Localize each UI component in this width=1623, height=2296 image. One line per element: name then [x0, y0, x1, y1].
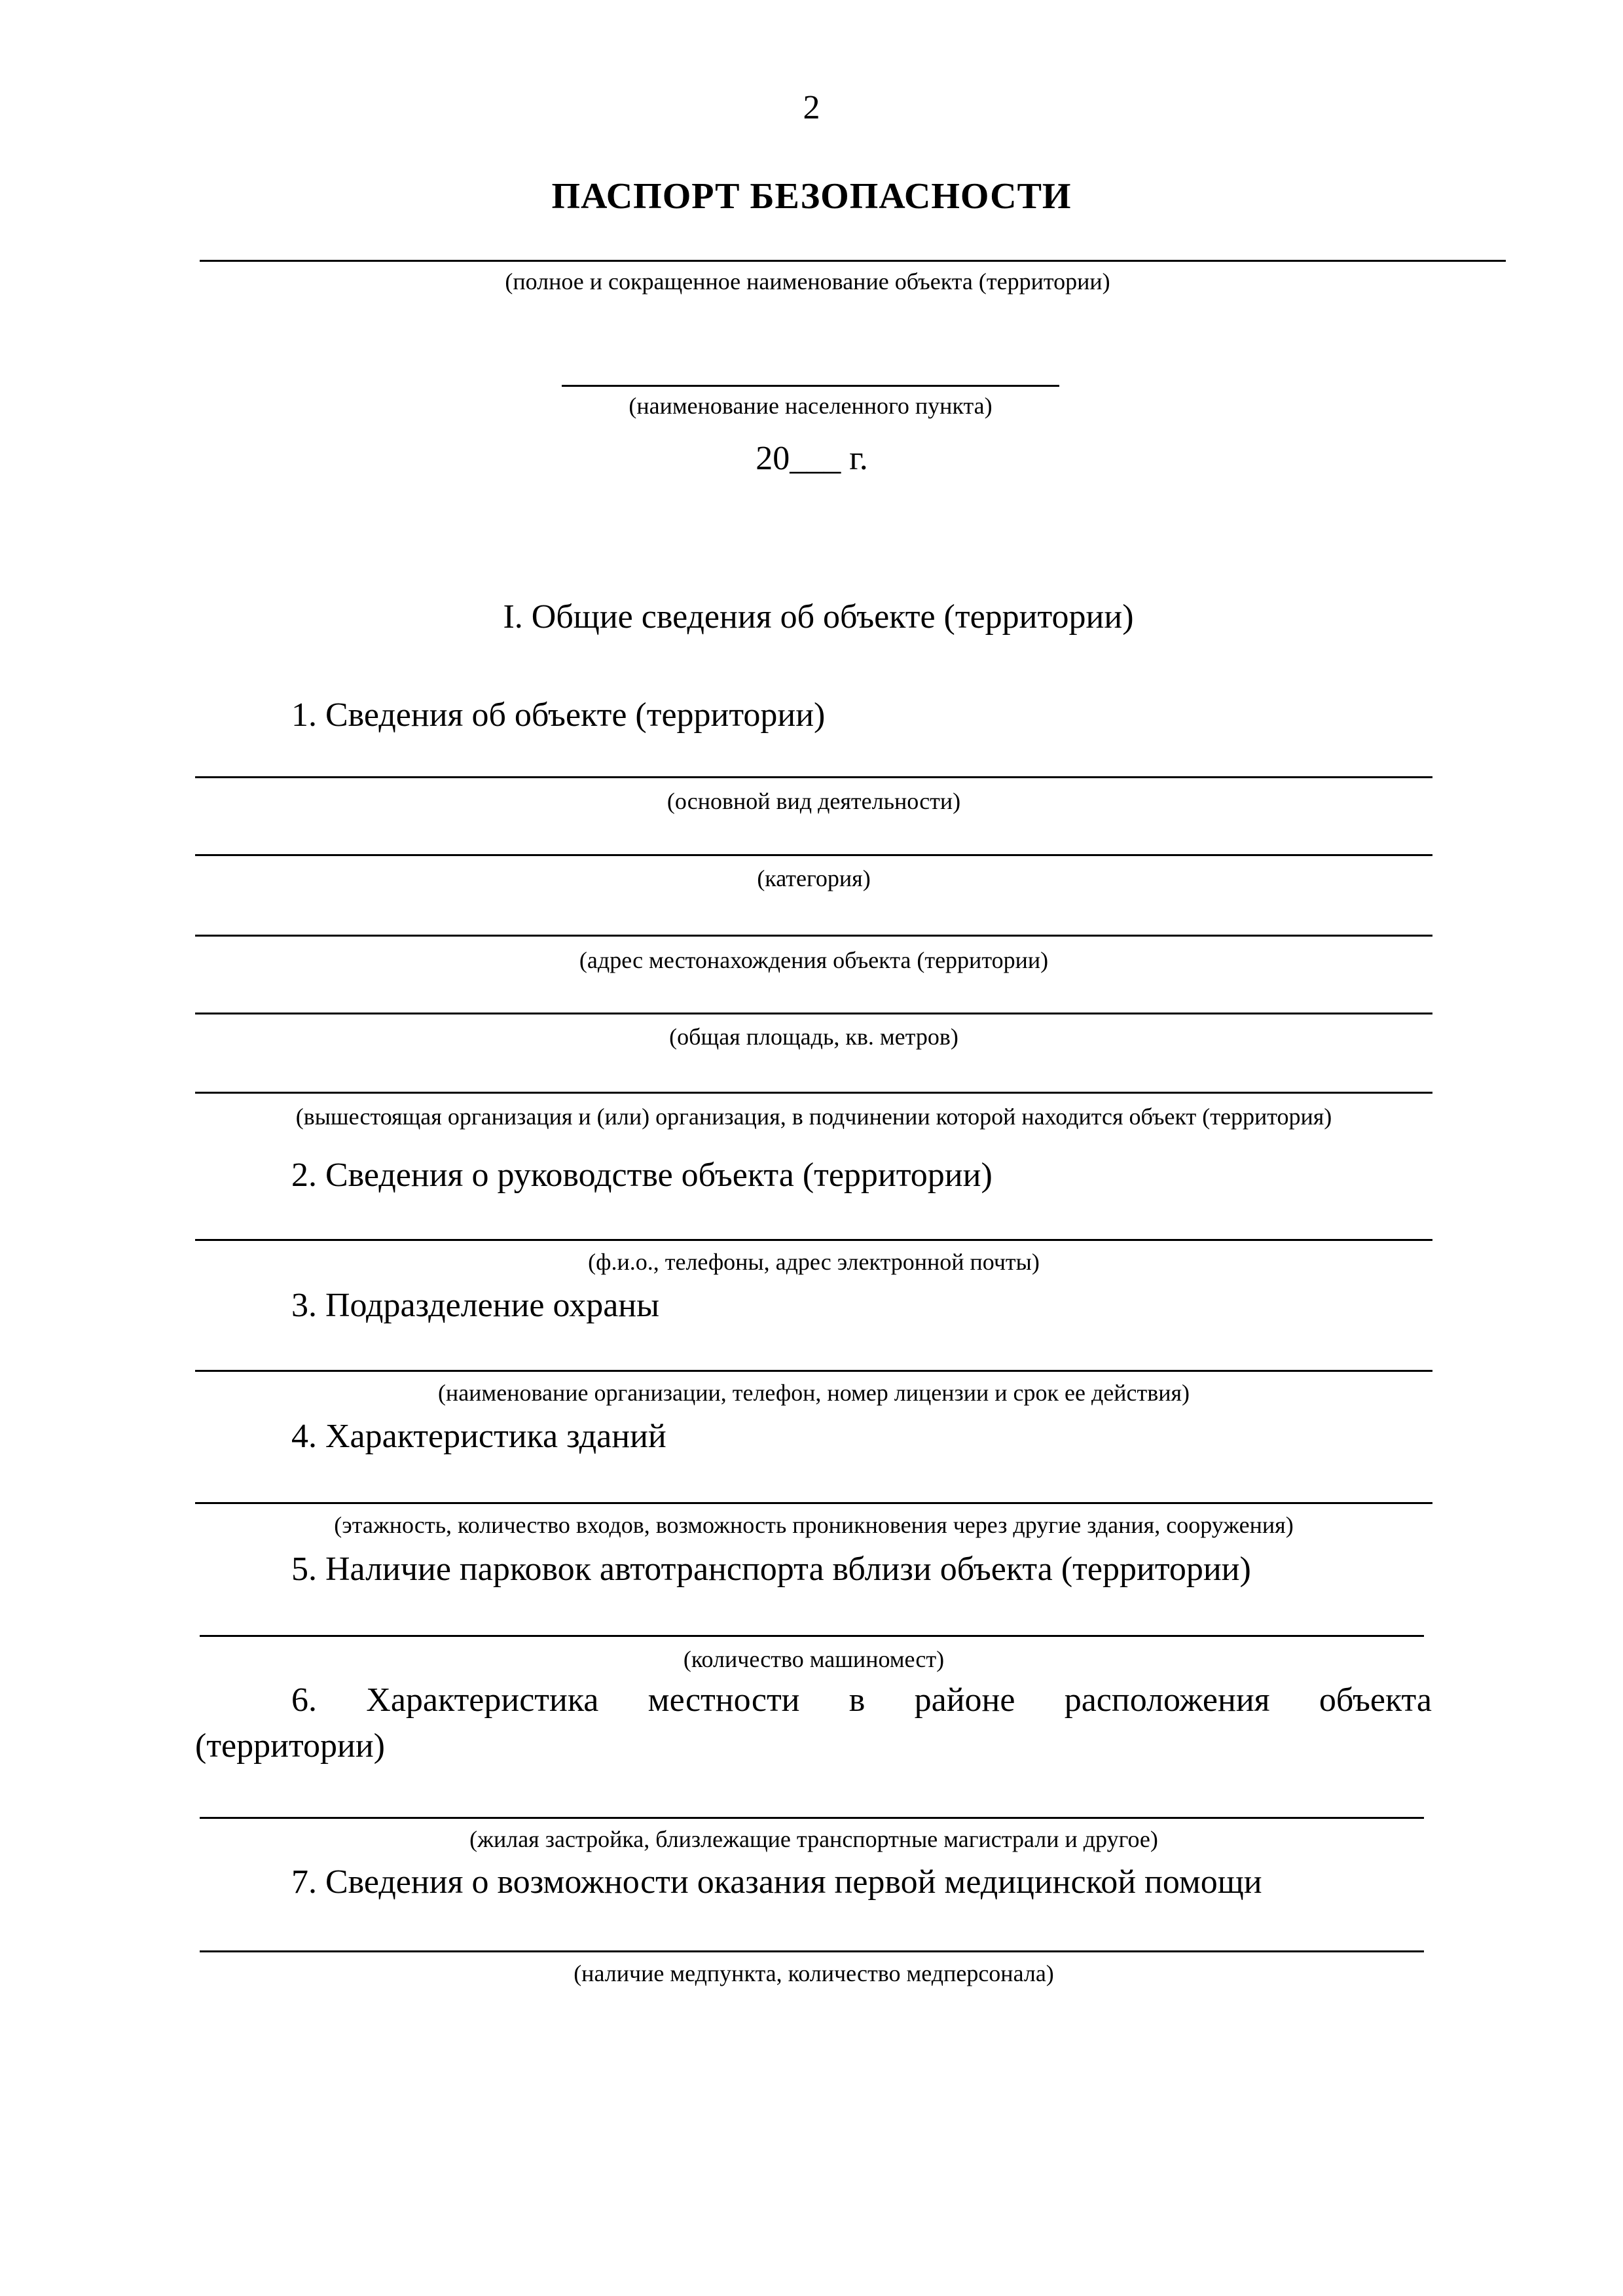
object-name-field[interactable]: [200, 260, 1506, 262]
item-5-heading: 5. Наличие парковок автотранспорта вблизи объекта (территории): [291, 1551, 1251, 1588]
item-7-heading: 7. Сведения о возможности оказания первой медицинской помощи: [291, 1863, 1262, 1901]
parking-caption: (количество машиномест): [683, 1646, 945, 1672]
management-field[interactable]: [195, 1239, 1432, 1241]
item-6-heading: 6. Характеристика местности в районе расположения объекта: [291, 1681, 1432, 1719]
terrain-field[interactable]: [200, 1817, 1424, 1819]
section-title: I. Общие сведения об объекте (территории): [503, 598, 1134, 636]
address-field[interactable]: [195, 935, 1432, 937]
item-2-heading: 2. Сведения о руководстве объекта (территории): [291, 1157, 993, 1194]
medical-field[interactable]: [200, 1950, 1424, 1952]
area-field[interactable]: [195, 1013, 1432, 1014]
item-4-heading: 4. Характеристика зданий: [291, 1418, 666, 1455]
item-6-heading-cont: (территории): [195, 1727, 385, 1765]
area-caption: (общая площадь, кв. метров): [669, 1024, 958, 1050]
item-3-heading: 3. Подразделение охраны: [291, 1287, 660, 1324]
settlement-field[interactable]: [562, 385, 1059, 387]
activity-caption: (основной вид деятельности): [666, 788, 961, 814]
address-caption: (адрес местонахождения объекта (территории): [579, 947, 1049, 973]
category-field[interactable]: [195, 854, 1432, 856]
parent-org-field[interactable]: [195, 1092, 1432, 1094]
security-caption: (наименование организации, телефон, номер лицензии и срок ее действия): [437, 1380, 1190, 1406]
parking-field[interactable]: [200, 1635, 1424, 1637]
item-1-heading: 1. Сведения об объекте (территории): [291, 696, 826, 734]
parent-org-caption: (вышестоящая организация и (или) организация, в подчинении которой находится объект (территория): [295, 1103, 1332, 1130]
security-field[interactable]: [195, 1370, 1432, 1372]
buildings-caption: (этажность, количество входов, возможность проникновения через другие здания, сооружения): [334, 1512, 1294, 1538]
buildings-field[interactable]: [195, 1502, 1432, 1504]
document-title: ПАСПОРТ БЕЗОПАСНОСТИ: [551, 176, 1072, 217]
activity-field[interactable]: [195, 776, 1432, 778]
medical-caption: (наличие медпункта, количество медперсонала): [574, 1960, 1054, 1986]
year-field[interactable]: 20___ г.: [756, 440, 868, 477]
terrain-caption: (жилая застройка, близлежащие транспортные магистрали и другое): [469, 1826, 1158, 1852]
management-caption: (ф.и.о., телефоны, адрес электронной почты): [588, 1249, 1040, 1275]
category-caption: (категория): [757, 865, 871, 891]
page-number: 2: [803, 89, 820, 126]
object-name-caption: (полное и сокращенное наименование объекта (территории): [505, 268, 1110, 295]
settlement-caption: (наименование населенного пункта): [629, 393, 993, 419]
